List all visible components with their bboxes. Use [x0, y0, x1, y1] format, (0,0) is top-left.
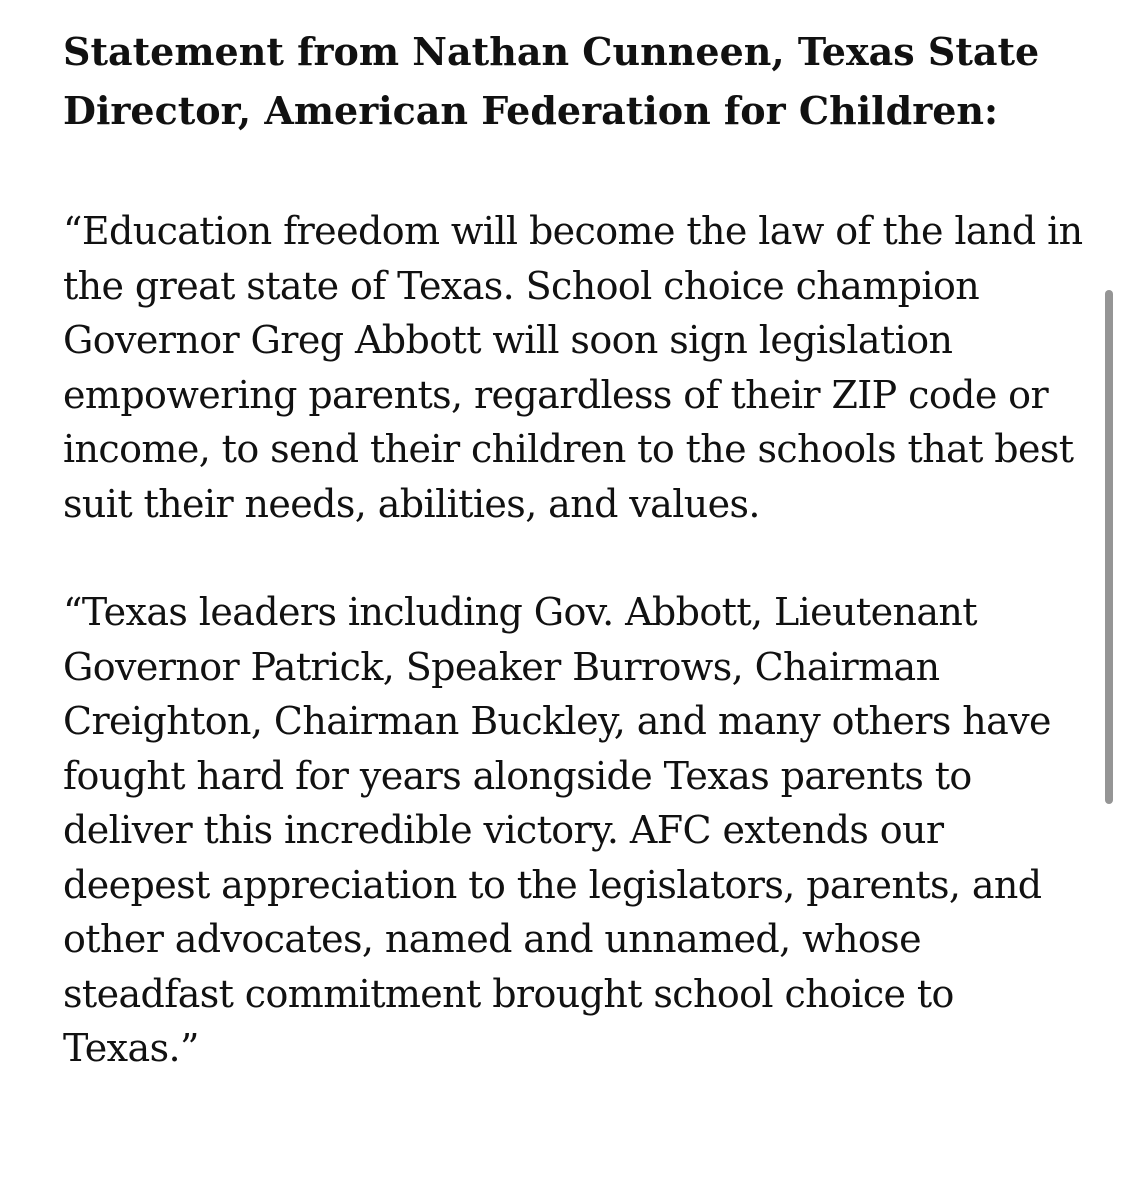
statement-paragraph-1: “Education freedom will become the law of the land in the great state of Texas. School choice champion Governor Greg Abbott will soon sign legislation empowering parents, regardless of their ZIP code or income, to send their children to the schools that best suit their needs, abilities, and values.	[63, 209, 1083, 526]
statement-body	[63, 22, 1093, 1076]
paragraph-spacer	[63, 531, 1093, 585]
paragraph-spacer	[63, 140, 1093, 204]
statement-heading: Statement from Nathan Cunneen, Texas State Director, American Federation for Children:	[63, 29, 1040, 133]
statement-paragraph-2: “Texas leaders including Gov. Abbott, Lieutenant Governor Patrick, Speaker Burrows, Chairman Creighton, Chairman Buckley, and many others have fought hard for years alongside Texas parents to deliver this incredible victory. AFC extends our deepest appreciation to the legislators, parents, and other advocates, named and unnamed, whose steadfast commitment brought school choice to Texas.”	[63, 590, 1051, 1070]
vertical-scrollbar-thumb[interactable]	[1105, 290, 1113, 804]
